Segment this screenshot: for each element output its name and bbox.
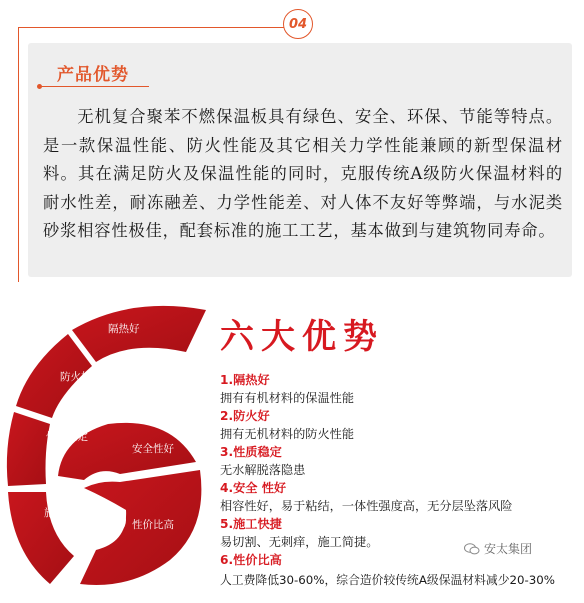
six-hole (94, 504, 126, 536)
segment-label: 防火好 (60, 371, 92, 383)
section-number-badge: 04 (283, 9, 313, 39)
segment-construction (8, 492, 74, 584)
six-advantages-heading: 六大优势 (220, 317, 384, 357)
advantage-desc: 人工费降低30-60%，综合造价较传统A级保温材料减少20-30% (220, 573, 555, 587)
advantage-title: 2.防火好 (220, 409, 270, 423)
segment-label: 性价比高 (132, 519, 174, 531)
advantage-title: 4.安全 性好 (220, 481, 287, 495)
description-text: 无机复合聚苯不燃保温板具有绿色、安全、环保、节能等特点。是一款保温性能、防火性能及其它相关力学性能兼顾的新型保温材料。其在满足防火及保温性能的同时，克服传统A级防火保温材料的耐水性差，耐冻融差、力学性能差、对人体不友好等弊端，与水泥类砂浆相容性极佳，配套标准的施工工艺，基本做到与建筑物同寿命。 (43, 107, 563, 240)
advantage-desc: 无水解脱落隐患 (220, 463, 306, 477)
six-advantages-graphic (0, 288, 212, 598)
advantage-desc: 易切割、无刺痒，施工简捷。 (220, 535, 379, 549)
advantage-desc: 拥有有机材料的保温性能 (220, 391, 355, 405)
advantage-title: 5.施工快捷 (220, 517, 282, 531)
advantage-desc: 拥有无机材料的防火性能 (220, 427, 355, 441)
frame-line-top (18, 27, 284, 28)
segment-label: 安全性好 (132, 443, 174, 455)
section-title: 产品优势 (57, 65, 129, 85)
segment-label: 隔热好 (108, 323, 140, 335)
advantage-title: 1.隔热好 (220, 373, 270, 387)
watermark-text: 安太集团 (484, 542, 533, 556)
frame-line-left (18, 27, 19, 282)
segment-stable (7, 412, 50, 486)
advantage-title: 6.性价比高 (220, 553, 282, 567)
advantage-desc: 相容性好，易于粘结，一体性强度高，无分层坠落风险 (220, 499, 513, 513)
segment-label: 施工快捷 (44, 507, 86, 519)
advantage-title: 3.性质稳定 (220, 445, 282, 459)
wechat-icon (464, 543, 480, 555)
title-underline (41, 86, 149, 87)
watermark (464, 540, 532, 557)
segment-label: 性质稳定 (46, 431, 88, 443)
